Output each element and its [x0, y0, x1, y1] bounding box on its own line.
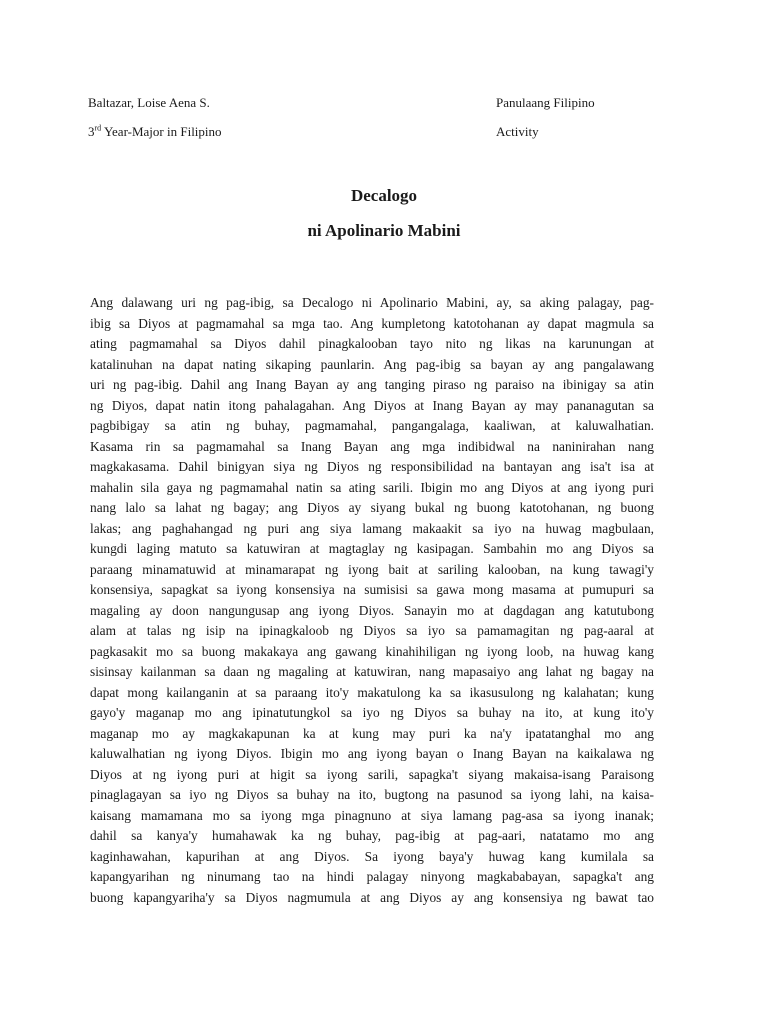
body-line: kaisang mamamana mo sa iyong mga pinagnuno at siya lamang pag-asa sa iyong inanak;	[90, 807, 654, 823]
body-line: nang lalo sa lahat ng bagay; ang Diyos ay siyang bukal ng buong katotohanan, ng buong	[90, 500, 654, 515]
body-line: alam at talas ng isip na ipinagkaloob ng Diyos sa iyo sa pamamagitan ng pag-aaral at	[90, 623, 654, 638]
body-line: Kasama rin sa pagmamahal sa Inang Bayan ang mga indibidwal na naninirahan nang	[90, 438, 654, 454]
body-line: paraang minamatuwid at minamarapat ng iyong bait at sariling kalooban, na kung tawagi'y	[90, 561, 654, 577]
body-line: buong kapangyariha'y sa Diyos nagmumula at ang Diyos ay ang konsensiya ng bawat tao	[90, 889, 654, 905]
body-paragraph	[90, 293, 654, 908]
student-year	[88, 124, 222, 140]
body-line: Diyos at ng iyong puri at higit sa iyong sarili, sapagka't siyang makaisa-isang Paraisong	[90, 766, 654, 782]
body-line: kapangyarihan ng ninumang tao na hindi palagay ninyong magkababayan, sapagka't ang	[90, 869, 654, 884]
body-line: pagbibigay sa atin ng buhay, pagmamahal, pangangalaga, kaaliwan, at kaluwalhatian.	[90, 418, 654, 433]
body-line: uri ng pag-ibig. Dahil ang Inang Bayan ay ang tanging piraso ng paraiso na ibinigay sa atin	[90, 377, 654, 392]
body-line: maganap mo ay magkakapunan ka at kung may puri ka na'y ipatatanghal mo ang	[90, 725, 654, 741]
course-name: Panulaang Filipino	[496, 95, 595, 110]
body-line: ating pagmamahal sa Diyos dahil pinagkalooban tayo nito ng likas na karunungan at	[90, 336, 654, 351]
body-line: dapat mong kailanganin at sa paraang ito'y makatulong ka sa ikasusulong ng kalahatan; kung	[90, 684, 654, 700]
body-line: lakas; ang paghahangad ng puri ang siya lamang makaakit sa iyo na huwag magbulaan,	[90, 520, 654, 536]
body-line: kaluwalhatian ng iyong Diyos. Ibigin mo ang iyong bayan o Inang Bayan na kaikalawa ng	[90, 746, 654, 761]
body-line: ng Diyos, dapat natin itong pahalagahan. Ang Diyos at Inang Bayan ay may pananagutan sa	[90, 397, 654, 413]
year-ordinal: rd	[94, 123, 102, 133]
document-title: Decalogo	[350, 186, 418, 205]
body-line: sisinsay kailanman sa daan ng magaling at katuwiran, nang mapasaiyo ang lahat ng bagay na	[90, 664, 654, 679]
year-description: Year-Major in Filipino	[101, 124, 222, 139]
year-number: 3	[88, 124, 95, 139]
assignment-type: Activity	[496, 124, 539, 139]
body-line: ibig sa Diyos at pagmamahal sa mga tao. Ang kumpletong katotohanan ay dapat magmula sa	[90, 315, 654, 331]
body-line: magkakasama. Dahil binigyan siya ng Diyos ng responsibilidad na bantayan ang isa't isa at	[90, 459, 654, 474]
body-line: pagkasakit mo sa buong makakaya ang gawang kinahihiligan ng iyong loob, na huwag kang	[90, 643, 654, 659]
body-line: mahalin sila gaya ng pagmamahal natin sa ating sarili. Ibigin mo ang Diyos at ang iyong puri	[90, 479, 654, 495]
body-line: magaling ay doon nangungusap ang iyong Diyos. Sanayin mo at dagdagan ang katutubong	[90, 602, 654, 618]
body-line: dahil sa kanya'y humahawak ka ng buhay, pag-ibig at pag-aari, natatamo mo ang	[90, 828, 654, 843]
body-line: katalinuhan na dapat nating sikaping paunlarin. Ang pag-ibig sa bayan ay ang pangalawang	[90, 356, 654, 372]
body-line: kaginhawahan, kapurihan at ang Diyos. Sa iyong baya'y huwag kang kumilala sa	[90, 848, 654, 864]
body-line: Ang dalawang uri ng pag-ibig, sa Decalogo ni Apolinario Mabini, ay, sa aking palagay, pag-	[90, 295, 654, 310]
body-line: pinaglagayan sa iyo ng Diyos sa buhay na ito, bugtong na pasunod sa iyong lahi, na kaisa-	[90, 787, 654, 802]
body-line: kungdi laging matuto sa katuwiran at magtaglay ng kasipagan. Sambahin mo ang Diyos sa	[90, 541, 654, 556]
body-line: konsensiya, sapagkat sa iyong konsensiya na sumisisi sa gawa mong masama at pumupuri sa	[90, 582, 654, 597]
document-subtitle: ni Apolinario Mabini	[307, 221, 461, 240]
body-line: gayo'y maganap mo ang ipinatutungkol sa iyo ng Diyos sa buhay na ito, at kung ito'y	[90, 705, 654, 720]
student-name: Baltazar, Loise Aena S.	[88, 95, 210, 110]
